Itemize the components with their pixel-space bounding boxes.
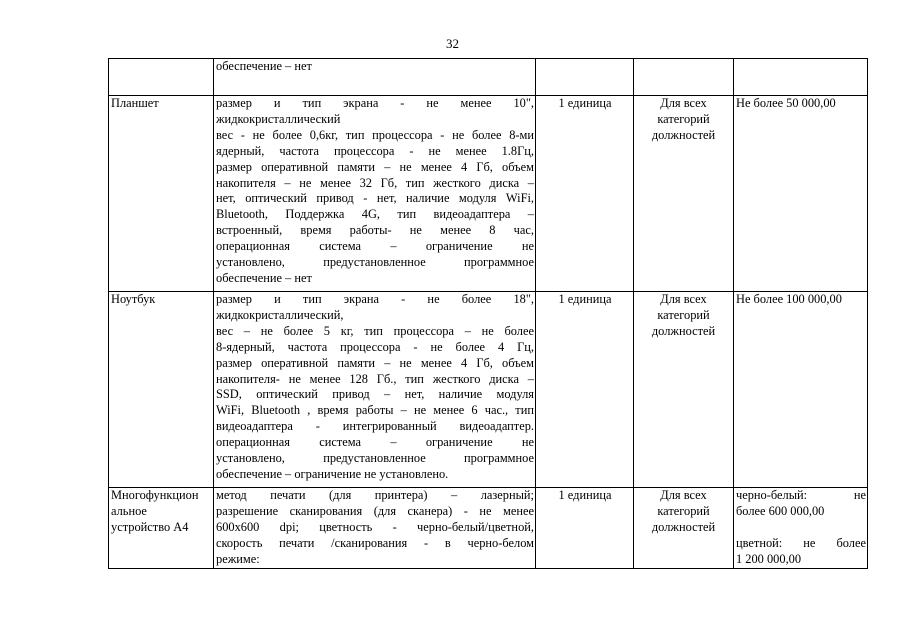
description-line: обеспечение – ограничение не установлено. — [216, 466, 449, 481]
price-cell — [734, 96, 868, 292]
table-body — [109, 59, 868, 569]
item-name-line: устройство А4 — [111, 519, 189, 534]
category-cell — [634, 59, 734, 96]
description-line: вес – не более 5 кг, тип процессора – не более — [216, 323, 534, 338]
item-description-cell — [214, 59, 536, 96]
description-line: операционная система – ограничение не — [216, 239, 534, 254]
specification-table — [108, 58, 868, 569]
description-line: обеспечение – нет — [216, 270, 312, 285]
description-line: нет, оптический привод - нет, наличие модуля WiFi, — [216, 191, 534, 206]
table-row — [109, 59, 868, 96]
item-name-cell — [109, 488, 214, 569]
description-line: обеспечение – нет — [216, 59, 312, 73]
description-line: разрешение сканирования (для сканера) - не менее — [216, 503, 534, 518]
description-line: видеоадаптера - интегрированный видеоадаптер. — [216, 419, 534, 434]
description-line: размер оперативной памяти – не менее 4 Гб, объем — [216, 355, 534, 370]
item-name-cell — [109, 59, 214, 96]
item-name-cell: Планшет — [109, 96, 214, 292]
description-line: жидкокристаллический — [216, 111, 341, 126]
item-name-cell: Ноутбук — [109, 292, 214, 488]
price-cell — [734, 488, 868, 569]
price-cell — [734, 292, 868, 488]
item-name-line: Многофункцион — [111, 488, 199, 502]
description-line: размер оперативной памяти – не менее 4 Гб, объем — [216, 159, 534, 174]
price-cell — [734, 59, 868, 96]
table-row — [109, 488, 868, 569]
description-line: жидкокристаллический, — [216, 307, 344, 322]
description-line: метод печати (для принтера) – лазерный; — [216, 488, 534, 502]
description-line: операционная система – ограничение не — [216, 435, 534, 450]
table-row — [109, 292, 868, 488]
price-line — [736, 520, 866, 536]
description-line: установлено, предустановленное программное — [216, 255, 534, 270]
description-line: режиме: — [216, 551, 260, 566]
description-line: скорость печати /сканирования - в черно-белом — [216, 535, 534, 550]
item-description-cell — [214, 96, 536, 292]
price-line: Не более 100 000,00 — [736, 292, 842, 306]
quantity-cell: 1 единица — [536, 488, 634, 569]
quantity-cell — [536, 59, 634, 96]
description-line: 600х600 dpi; цветность - черно-белый/цветной, — [216, 519, 534, 534]
description-line: 8-ядерный, частота процессора - не более 4 Гц, — [216, 339, 534, 354]
quantity-cell: 1 единица — [536, 96, 634, 292]
category-cell: Для всех категорий должностей — [634, 488, 734, 569]
description-line: установлено, предустановленное программное — [216, 451, 534, 466]
table-row — [109, 96, 868, 292]
item-description-cell — [214, 488, 536, 569]
price-line: Не более 50 000,00 — [736, 96, 836, 110]
page-number: 32 — [446, 36, 459, 51]
price-line: черно-белый: не — [736, 488, 866, 502]
price-line: более 600 000,00 — [736, 503, 825, 518]
description-line: Bluetooth, Поддержка 4G, тип видеоадаптера – — [216, 207, 534, 222]
quantity-cell: 1 единица — [536, 292, 634, 488]
description-line: размер и тип экрана - не более 18", — [216, 292, 534, 306]
price-line: цветной: не более — [736, 535, 866, 550]
description-line: накопителя- не менее 128 Гб., тип жесткого диска – — [216, 371, 534, 386]
description-line: ядерный, частота процессора - не менее 1.8Гц, — [216, 143, 534, 158]
price-line: 1 200 000,00 — [736, 551, 802, 566]
item-description-cell — [214, 292, 536, 488]
description-line: вес - не более 0,6кг, тип процессора - не более 8-ми — [216, 127, 534, 142]
item-name-line: альное — [111, 503, 147, 518]
category-cell: Для всех категорий должностей — [634, 292, 734, 488]
description-line: SSD, оптический привод – нет, наличие модуля — [216, 387, 534, 402]
description-line: WiFi, Bluetooth , время работы – не менее 6 час., тип — [216, 403, 534, 418]
description-line: размер и тип экрана - не менее 10", — [216, 96, 534, 110]
description-line: встроенный, время работы- не менее 8 час, — [216, 223, 534, 238]
category-cell: Для всех категорий должностей — [634, 96, 734, 292]
description-line: накопителя – не менее 32 Гб, тип жесткого диска – — [216, 175, 534, 190]
